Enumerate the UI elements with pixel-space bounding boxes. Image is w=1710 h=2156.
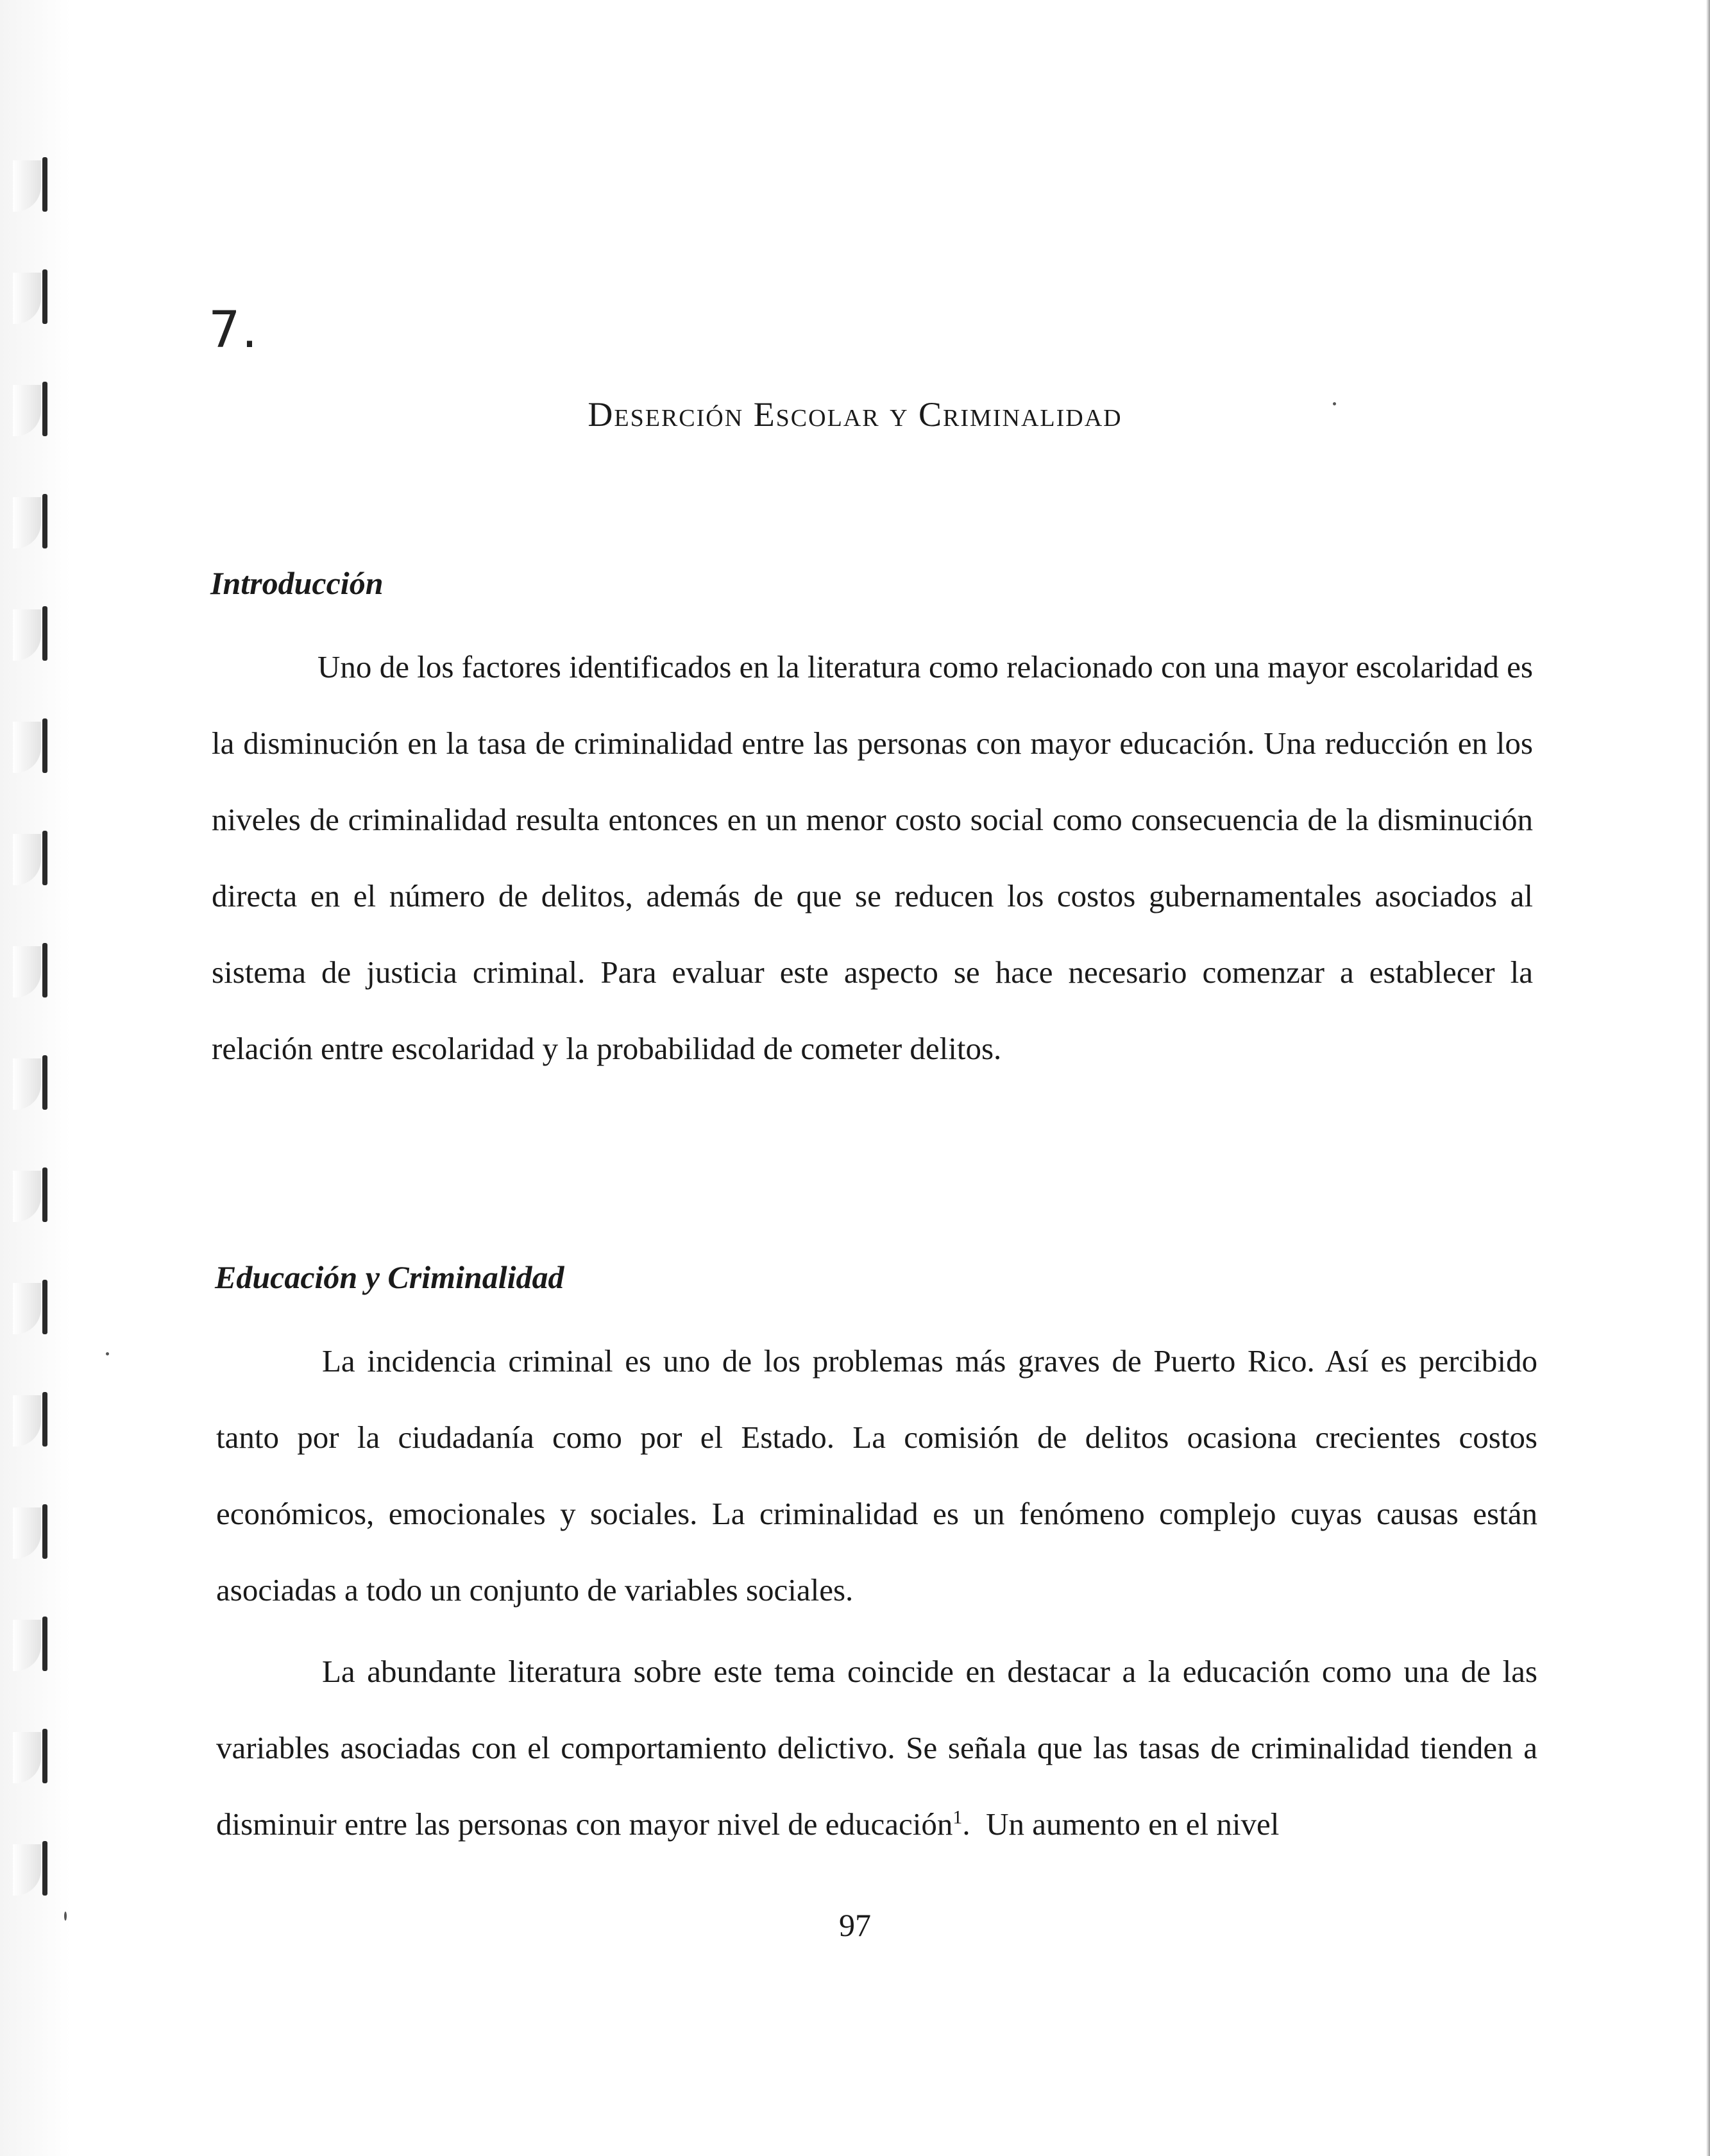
binding-loop — [42, 1280, 47, 1334]
paragraph-text: La abundante literatura sobre este tema coincide en destacar a la educación como una de las variables asociadas con el comportamiento delictivo. Se señala que las tasas de criminalidad tienden a disminuir entre las personas con mayor nivel de educación — [216, 1654, 1537, 1842]
paragraph-incidencia-criminal: La incidencia criminal es uno de los problemas más graves de Puerto Rico. Así es percibido tanto por la ciudadanía como por el Estado. La comisión de delitos ocasiona crecientes costos económicos, emocionales y sociales. La criminalidad es un fenómeno complejo cuyas causas están asociadas a todo un conjunto de variables sociales. — [216, 1343, 1537, 1608]
binding-loop — [42, 1617, 47, 1671]
binding-loop — [42, 1729, 47, 1783]
binding-loop — [42, 718, 47, 773]
paragraph-abundante-literatura: La abundante literatura sobre este tema coincide en destacar a la educación como una de las variables asociadas con el comportamiento delictivo. Se señala que las tasas de criminalidad tienden a disminuir entre las personas con mayor nivel de educación$^1$. Un aumento en el nivel — [216, 1654, 1537, 1842]
chapter-number: 7. — [208, 301, 259, 359]
scan-speck — [106, 1352, 109, 1355]
section-heading-educacion-criminalidad: Educación y Criminalidad — [215, 1259, 564, 1295]
binding-loop — [42, 943, 47, 997]
binding-loop — [42, 1167, 47, 1222]
page-number: 97 — [839, 1907, 871, 1943]
paragraph-text-continuation: Un aumento en el nivel — [986, 1806, 1280, 1842]
binding-loop — [42, 1055, 47, 1110]
section-heading-introduccion: Introducción — [210, 565, 384, 601]
binding-loop — [42, 1841, 47, 1896]
footnote-reference: 1 — [952, 1806, 963, 1828]
page-right-edge — [1706, 0, 1710, 2156]
chapter-title: Deserción Escolar y Criminalidad — [588, 395, 1122, 434]
binding-loop — [42, 606, 47, 661]
paragraph-introduccion: Uno de los factores identificados en la literatura como relacionado con una mayor escolaridad es la disminución en la tasa de criminalidad entre las personas con mayor educación. Una reducción en los niveles de criminalidad resulta entonces en un menor costo social como consecuencia de la disminución directa en el número de delitos, además de que se reducen los costos gubernamentales asociados al sistema de justicia criminal. Para evaluar este aspecto se hace necesario comenzar a establecer la relación entre escolaridad y la probabilidad de cometer delitos. — [212, 649, 1533, 1066]
binding-loop — [42, 157, 47, 212]
binding-loop — [42, 831, 47, 885]
binding-loop — [42, 1392, 47, 1447]
binding-loop — [42, 269, 47, 324]
binding-loop — [42, 494, 47, 548]
binding-loop — [42, 1504, 47, 1559]
